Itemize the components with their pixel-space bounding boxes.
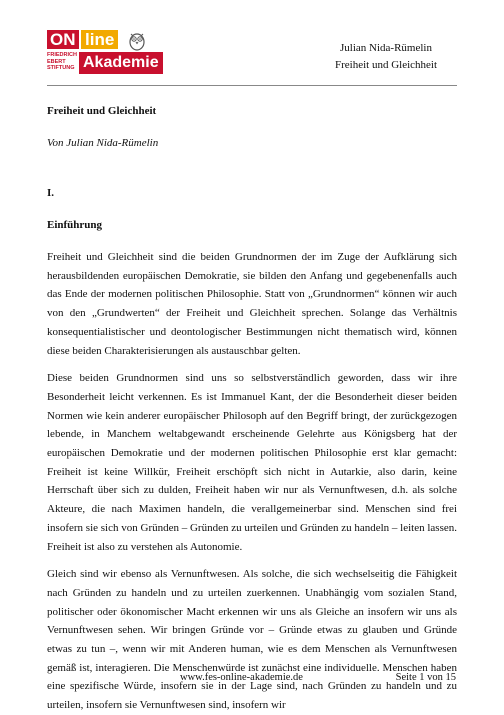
fes-online-akademie-logo	[47, 30, 159, 76]
paragraph: Gleich sind wir ebenso als Vernunftwesen. Als solche, die sich wechselseitig die Fähigkeit nach Gründen zu handeln und zu urteilen zuerkennen. Unabhängig vom sozialen Stand, politischer oder ökonomischer Macht erkennen wir uns als Gleiche an insofern wir uns als Vernunftwesen sehen. Wir bringen Gründe vor – Gründe etwas zu glauben und Gründe etwas zu tun –, wenn wir mit Anderen human, wie es dem Menschen als Vernunftwesen gemäß ist, interagieren. Die Menschenwürde ist zunächst eine individuelle. Menschen haben eine spezifische Würde, insofern sie in der Lage sind, nach Gründen zu handeln und zu urteilen, insofern sie Vernunftwesen sind, insofern wir	[47, 568, 457, 712]
section-number: I.	[47, 187, 55, 199]
page-number: Seite 1 von 15	[395, 672, 456, 683]
header-author: Julian Nida-Rümelin	[340, 42, 432, 54]
paragraph: Freiheit und Gleichheit sind die beiden Grundnormen der im Zuge der Aufklärung sich herausbildenden europäischen Demokratie, sie bilden den Anfang und gegebenenfalls auch das Ende der modernen politischen Philosophie. Statt von „Grundnormen“ können wir auch von den „Grundwerten“ der Freiheit und Gleichheit sprechen. Solange das Verhältnis konsequentialistischer und deontologischer Bestimmungen nicht thematisch wird, können diese beiden Charakterisierungen als austauschbar gelten.	[47, 251, 457, 357]
paragraph: Diese beiden Grundnormen sind uns so selbstverständlich geworden, dass wir ihre Besonderheit leicht verkennen. Es ist Immanuel Kant, der die Besonderheit dieser beiden Normen wie kein anderer europäischer Philosoph auf den Begriff bringt, der zurückgezogen lebende, in Manchem weltabgewandt erscheinende Gelehrte aus Königsberg hat der europäischen Demokratie und der modernen politischen Philosophie erst klar gemacht: Freiheit ist keine Willkür, Freiheit erschöpft sich nicht in Autarkie, also darin, keine Herrschaft über sich zu dulden, Freiheit haben wir nur als Vernunftwesen, d.h. als solche Akteure, die nach Maximen handeln, die verallgemeinerbar sind. Menschen sind frei insofern sie sich von Gründen – Gründen zu urteilen und Gründen zu handeln – leiten lassen. Freiheit ist also zu verstehen als Autonomie.	[47, 372, 457, 553]
page-header	[316, 40, 456, 74]
header-divider	[47, 85, 457, 86]
logo-akademie: Akademie	[79, 52, 163, 74]
logo-on: ON	[47, 30, 79, 49]
section-title: Einführung	[47, 219, 103, 231]
header-title: Freiheit und Gleichheit	[334, 59, 438, 71]
document-body	[47, 104, 457, 715]
logo-fes-text: FRIEDRICH EBERT STIFTUNG	[47, 52, 77, 71]
footer-url: www.fes-online-akademie.de	[180, 672, 303, 683]
document-byline: Von Julian Nida-Rümelin	[47, 137, 159, 149]
owl-icon	[127, 31, 147, 51]
logo-line: line	[81, 30, 118, 49]
document-title: Freiheit und Gleichheit	[47, 105, 157, 117]
